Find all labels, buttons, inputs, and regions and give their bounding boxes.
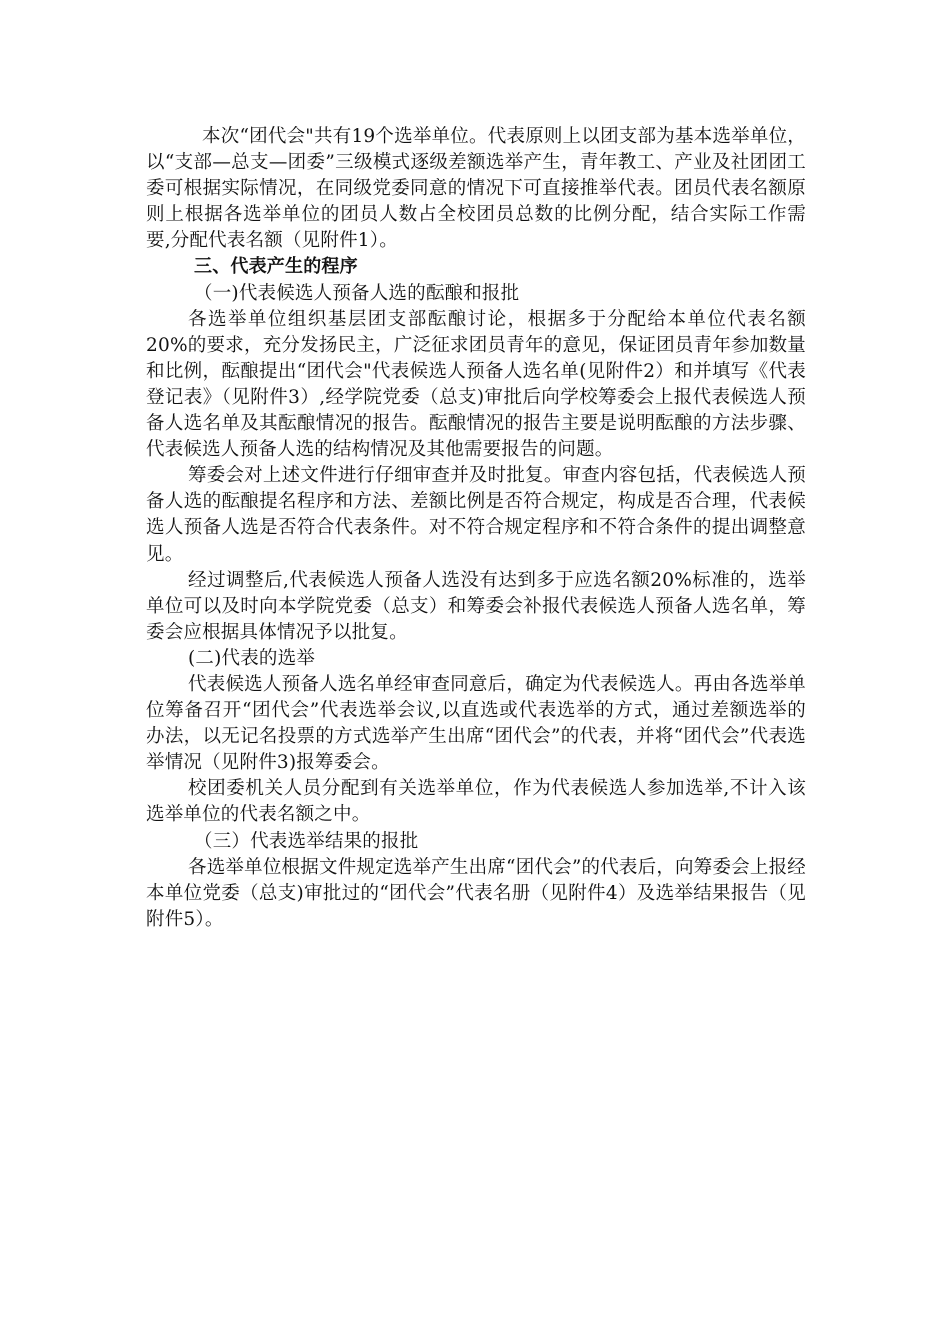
paragraph-nomination-process: 各选举单位组织基层团支部酝酿讨论，根据多于分配给本单位代表名额20%的要求，充分发扬民主，广泛征求团员青年的意见，保证团员青年参加数量和比例，酝酿提出“团代会"代表候选人预备人选名单(见附件2）和并填写《代表登记表》（见附件3）,经学院党委（总支)审批后向学校筹委会上报代表候选人预备人选名单及其酝酿情况的报告。酝酿情况的报告主要是说明酝酿的方法步骤、代表候选人预备人选的结构情况及其他需要报告的问题。 <box>146 308 806 461</box>
paragraph-staff-assignment: 校团委机关人员分配到有关选举单位，作为代表候选人参加选举,不计入该选举单位的代表名额之中。 <box>146 778 806 826</box>
paragraph-result-reporting: 各选举单位根据文件规定选举产生出席“团代会”的代表后，向筹委会上报经本单位党委（总支)审批过的“团代会”代表名册（见附件4）及选举结果报告（见附件5）。 <box>146 856 806 930</box>
document-body <box>146 124 806 933</box>
paragraph-election-units: 本次“团代会"共有19个选举单位。代表原则上以团支部为基本选举单位，以“支部—总支—团委”三级模式逐级差额选举产生，青年教工、产业及社团团工委可根据实际情况，在同级党委同意的情况下可直接推举代表。团员代表名额原则上根据各选举单位的团员人数占全校团员总数的比例分配，结合实际工作需要,分配代表名额（见附件1）。 <box>146 126 806 252</box>
paragraph-election-process: 代表候选人预备人选名单经审查同意后，确定为代表候选人。再由各选举单位筹备召开“团代会”代表选举会议,以直选或代表选举的方式，通过差额选举的办法，以无记名投票的方式选举产生出席“团代会”的代表，并将“团代会”代表选举情况（见附件3)报筹委会。 <box>146 673 806 774</box>
paragraph-review: 筹委会对上述文件进行仔细审查并及时批复。审查内容包括，代表候选人预备人选的酝酿提名程序和方法、差额比例是否符合规定，构成是否合理，代表候选人预备人选是否符合代表条件。对不符合规定程序和不符合条件的提出调整意见。 <box>146 465 806 565</box>
paragraph-adjustment: 经过调整后,代表候选人预备人选没有达到多于应选名额20%标准的，选举单位可以及时向本学院党委（总支）和筹委会补报代表候选人预备人选名单，筹委会应根据具体情况予以批复。 <box>146 569 806 643</box>
subheading-result-reporting: （三）代表选举结果的报批 <box>194 830 419 852</box>
subheading-candidate-nomination: （一)代表候选人预备人选的酝酿和报批 <box>194 282 520 304</box>
section-heading-procedure: 三、代表产生的程序 <box>194 256 358 278</box>
subheading-election: (二)代表的选举 <box>188 647 316 669</box>
